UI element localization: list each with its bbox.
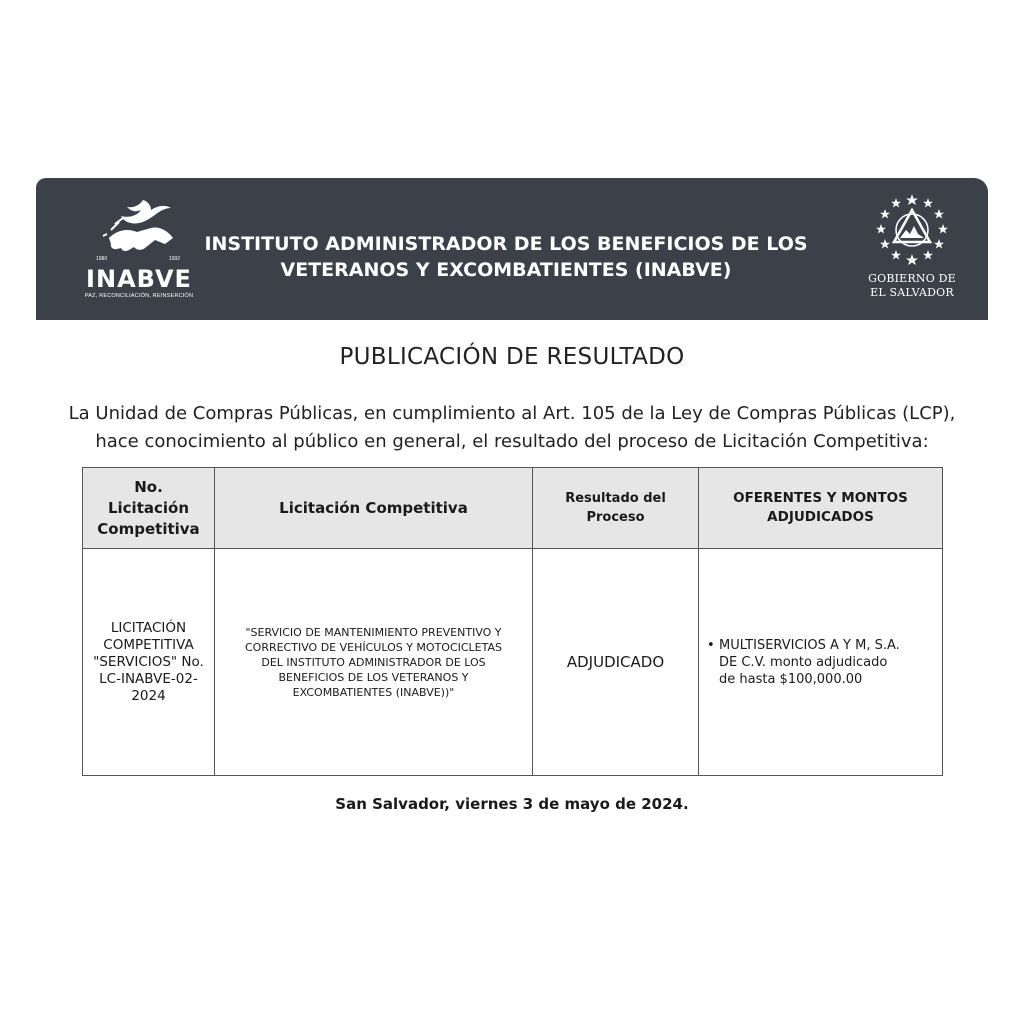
cell-number-line: LC-INABVE-02- <box>99 670 198 687</box>
header-number-line1: No. <box>134 477 163 496</box>
institution-title <box>186 231 826 283</box>
header-oferentes-line2: ADJUDICADOS <box>767 509 874 525</box>
cell-description-line: BENEFICIOS DE LOS VETERANOS Y <box>278 670 469 684</box>
page-title: PUBLICACIÓN DE RESULTADO <box>339 344 685 370</box>
table-row <box>83 549 943 776</box>
gobierno-logo <box>860 192 964 308</box>
inabve-logo <box>84 194 194 306</box>
award-text <box>719 637 900 688</box>
logo-tagline: PAZ, RECONCILIACIÓN, REINSERCIÓN <box>84 293 194 299</box>
header-oferentes-line1: OFERENTES Y MONTOS <box>733 490 908 506</box>
cell-number-line: 2024 <box>131 687 166 704</box>
intro-paragraph <box>20 400 1004 456</box>
header-number-line3: Competitiva <box>97 519 200 538</box>
header-number <box>83 468 215 549</box>
cell-award <box>699 549 943 776</box>
cell-number-line: "SERVICIOS" No. <box>93 653 204 670</box>
cell-number-line: COMPETITIVA <box>103 636 194 653</box>
award-line: MULTISERVICIOS A Y M, S.A. <box>719 637 900 653</box>
cell-description-line: "SERVICIO DE MANTENIMIENTO PREVENTIVO Y <box>245 625 502 639</box>
header-banner <box>36 178 988 320</box>
award-line: DE C.V. monto adjudicado <box>719 654 888 670</box>
institution-title-line2: VETERANOS Y EXCOMBATIENTES (INABVE) <box>280 259 732 281</box>
header-licitacion: Licitación Competitiva <box>215 468 533 549</box>
header-oferentes <box>699 468 943 549</box>
institution-title-line1: INSTITUTO ADMINISTRADOR DE LOS BENEFICIOS DE LOS <box>204 233 808 255</box>
award-item <box>707 637 934 688</box>
publication-date: San Salvador, viernes 3 de mayo de 2024. <box>335 795 689 813</box>
cell-description-line: CORRECTIVO DE VEHÍCULOS Y MOTOCICLETAS <box>244 640 503 654</box>
gobierno-line1: GOBIERNO DE <box>868 272 956 285</box>
cell-description-line: EXCOMBATIENTES (INABVE))" <box>292 685 455 699</box>
header-number-line2: Licitación <box>107 498 190 517</box>
bullet-icon: • <box>707 637 715 653</box>
cell-result: ADJUDICADO <box>533 549 699 776</box>
coat-of-arms-icon <box>874 192 950 266</box>
cell-number <box>83 549 215 776</box>
header-resultado <box>533 468 699 549</box>
award-line: de hasta $100,000.00 <box>719 671 863 687</box>
results-table <box>82 467 943 776</box>
intro-line2: hace conocimiento al público en general, el resultado del proceso de Licitación Competitiva: <box>95 431 929 452</box>
table-header-row <box>83 468 943 549</box>
cell-description-line: DEL INSTITUTO ADMINISTRADOR DE LOS <box>261 655 486 669</box>
cell-description <box>215 549 533 776</box>
intro-line1: La Unidad de Compras Públicas, en cumplimiento al Art. 105 de la Ley de Compras Públicas (LCP), <box>68 403 956 424</box>
logo-name: INABVE <box>86 265 192 293</box>
gobierno-line2: EL SALVADOR <box>870 286 954 299</box>
logo-year-left: 1980 <box>96 256 108 262</box>
logo-year-right: 1992 <box>168 256 180 262</box>
dove-handshake-icon <box>99 194 179 264</box>
cell-number-line: LICITACIÓN <box>110 619 187 636</box>
header-resultado-line2: Proceso <box>586 510 645 525</box>
header-resultado-line1: Resultado del <box>565 491 666 506</box>
